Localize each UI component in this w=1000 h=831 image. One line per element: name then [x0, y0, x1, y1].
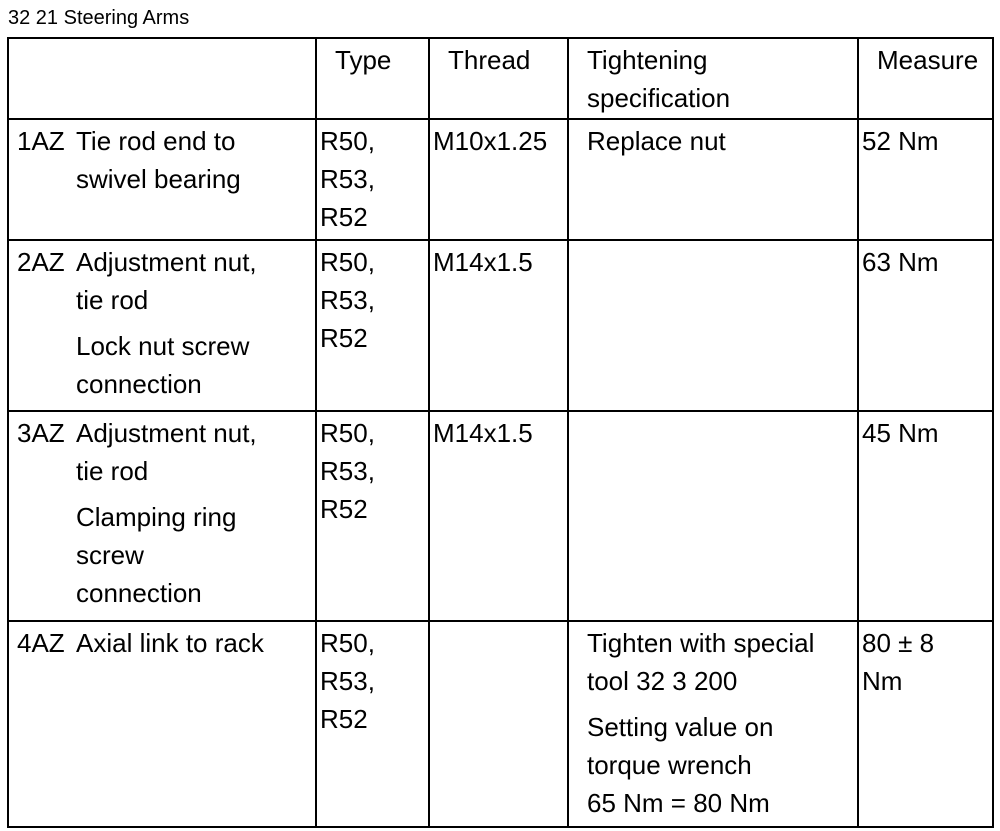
description-cell: [76, 119, 316, 240]
type-line: R52: [320, 323, 368, 353]
tightening-spec-line: torque wrench: [587, 750, 752, 780]
description-line: Axial link to rack: [76, 628, 264, 658]
type-line: R52: [320, 704, 368, 734]
header-tightening-label-1: Tightening: [587, 45, 708, 75]
type-line: R50,: [320, 418, 375, 448]
type-cell: [316, 240, 429, 411]
header-thread: [429, 38, 568, 119]
measure-line: 63 Nm: [862, 247, 939, 277]
measure-line: Nm: [862, 666, 903, 696]
header-type: [316, 38, 429, 119]
description-line: connection: [76, 369, 202, 399]
tightening-spec-line: 65 Nm = 80 Nm: [587, 788, 770, 818]
tightening-spec-cell: [568, 240, 858, 411]
type-cell: [316, 411, 429, 621]
description-line: Adjustment nut,: [76, 247, 257, 277]
tightening-spec-line: Setting value on: [587, 712, 774, 742]
tightening-spec-line: Tighten with special: [587, 628, 815, 658]
header-measure: [858, 38, 993, 119]
type-line: R50,: [320, 126, 375, 156]
description-cell: [76, 621, 316, 827]
description-line: connection: [76, 578, 202, 608]
header-thread-label: Thread: [448, 45, 531, 75]
type-line: R53,: [320, 456, 375, 486]
header-tightening-label-2: specification: [587, 83, 731, 113]
description-line: Lock nut screw: [76, 331, 250, 361]
table-row: [8, 621, 993, 827]
measure-line: 52 Nm: [862, 126, 939, 156]
type-line: R52: [320, 494, 368, 524]
tightening-spec-line: Replace nut: [587, 126, 726, 156]
type-line: R50,: [320, 628, 375, 658]
type-line: R52: [320, 202, 368, 232]
measure-cell: [858, 411, 993, 621]
description-line: Tie rod end to: [76, 126, 236, 156]
tightening-spec-cell: [568, 411, 858, 621]
measure-line: 80 ± 8: [862, 628, 935, 658]
type-cell: [316, 621, 429, 827]
header-tightening: [568, 38, 858, 119]
table-header-row: [8, 38, 993, 119]
description-cell: [76, 411, 316, 621]
position-code: 4AZ: [8, 621, 76, 827]
description-line: Clamping ring: [76, 502, 237, 532]
thread-cell: M14x1.5: [429, 240, 568, 411]
description-line: swivel bearing: [76, 164, 241, 194]
table-row: [8, 411, 993, 621]
type-cell: [316, 119, 429, 240]
position-code: 1AZ: [8, 119, 76, 240]
header-position-description: [8, 38, 316, 119]
tightening-spec-cell: [568, 119, 858, 240]
measure-cell: [858, 240, 993, 411]
type-line: R53,: [320, 285, 375, 315]
header-measure-label: Measure: [877, 45, 979, 75]
table-body: [8, 119, 993, 827]
type-line: R50,: [320, 247, 375, 277]
tightening-spec-line: tool 32 3 200: [587, 666, 738, 696]
position-code: 2AZ: [8, 240, 76, 411]
table-row: [8, 119, 993, 240]
measure-line: 45 Nm: [862, 418, 939, 448]
description-line: tie rod: [76, 456, 149, 486]
thread-cell: M14x1.5: [429, 411, 568, 621]
table-row: [8, 240, 993, 411]
thread-cell: [429, 621, 568, 827]
tightening-spec-cell: [568, 621, 858, 827]
measure-cell: [858, 119, 993, 240]
torque-spec-table: [7, 37, 994, 828]
header-type-label: Type: [335, 45, 392, 75]
description-line: Adjustment nut,: [76, 418, 257, 448]
description-line: tie rod: [76, 285, 149, 315]
measure-cell: [858, 621, 993, 827]
description-line: screw: [76, 540, 144, 570]
description-cell: [76, 240, 316, 411]
type-line: R53,: [320, 164, 375, 194]
page-title: 32 21 Steering Arms: [8, 7, 190, 29]
thread-cell: M10x1.25: [429, 119, 568, 240]
type-line: R53,: [320, 666, 375, 696]
position-code: 3AZ: [8, 411, 76, 621]
